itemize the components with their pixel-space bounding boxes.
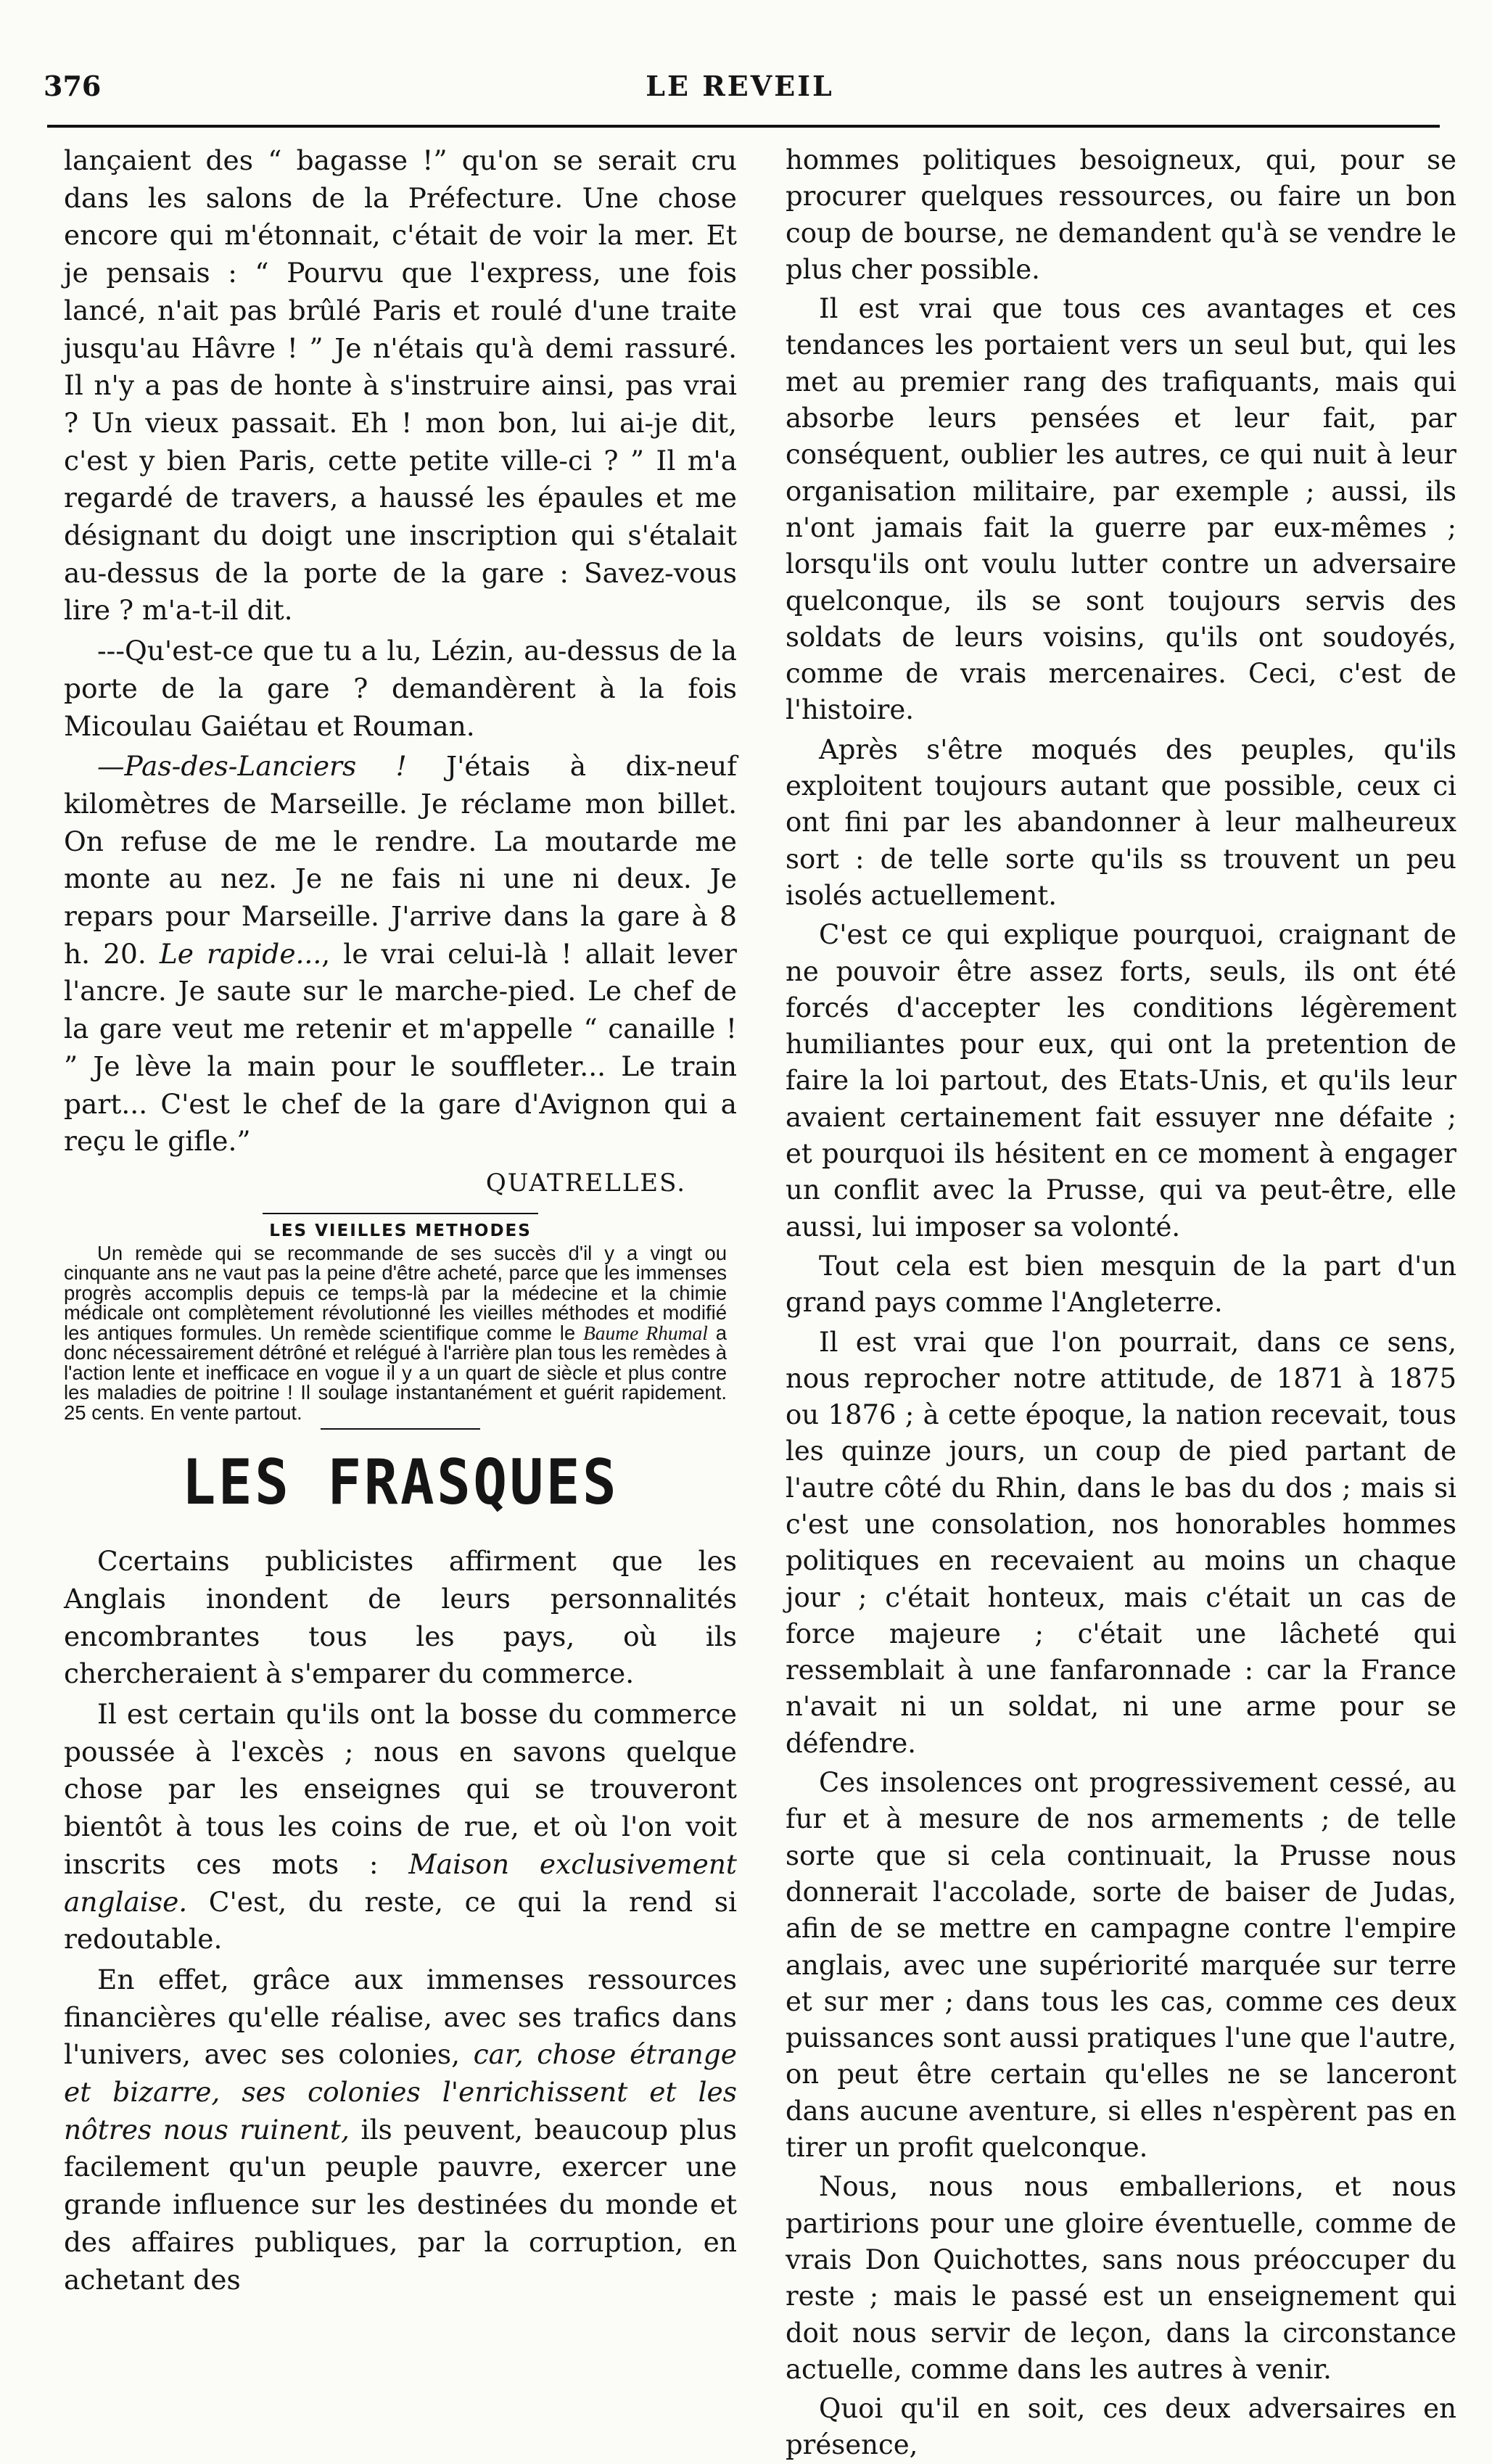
page-number: 376	[44, 70, 102, 102]
story-paragraph-1: lançaient des “ bagasse !” qu'on se serait cru dans les salons de la Préfecture. Une chose encore qui m'étonnait, c'était de voir la mer. Et je pensais : “ Pourvu que l'express, une fois lancé, n'ait pas brûlé Paris et roulé d'une traite jusqu'au Hâvre ! ” Je n'étais qu'à demi rassuré. Il n'y a pas de honte à s'instruire ainsi, pas vrai ? Un vieux passait. Eh ! mon bon, lui ai-je dit, c'est y bien Paris, cette petite ville-ci ? ” Il m'a regardé de travers, a haussé les épaules et me désignant du doigt une inscription qui s'étalait au-dessus de la porte de la gare : Savez-vous lire ? m'a-t-il dit.	[64, 144, 737, 627]
article-title: LES FRASQUES	[181, 1446, 619, 1520]
divider	[321, 1428, 480, 1430]
ad-body	[64, 1243, 737, 1423]
article-paragraph-3	[64, 1961, 737, 2299]
article-text: Il est certain qu'ils ont la bosse du commerce poussée à l'excès ; nous en savons quelque chose par les enseignes qui se trouveront bientôt à tous les coins de rue, et où l'on voit inscrits ces mots :	[64, 1698, 737, 1880]
article-paragraph: Il est vrai que tous ces avantages et ces tendances les portaient vers un seul but, qui les met au premier rang des trafiquants, mais qui absorbe leurs pensées et leur fait, par conséquent, oublier les autres, ce qui nuit à leur organisation militaire, par exemple ; aussi, ils n'ont jamais fait la guerre par eux-mêmes ; lorsqu'ils ont voulu lutter contre un adversaire quelconque, ils se sont toujours servis des soldats de leurs voisins, qu'ils ont soudoyés, comme de vrais mercenaires. Ceci, c'est de l'histoire.	[786, 293, 1456, 726]
article-paragraph: Tout cela est bien mesquin de la part d'un grand pays comme l'Angleterre.	[786, 1250, 1456, 1319]
left-column	[64, 142, 737, 2299]
divider	[263, 1213, 538, 1214]
reply-text-2: , le vrai celui-là ! allait lever l'ancre. Je saute sur le marche-pied. Le chef de la gare veut me retenir et m'appelle “ canaille ! ” Je lève la main pour le souffleter... Le train part... C'est le chef de la gare d'Avignon qui a reçu le gifle.”	[64, 937, 737, 1158]
story-paragraph-2: ---Qu'est-ce que tu a lu, Lézin, au-dessus de la porte de la gare ? demandèrent à la fois Micoulau Gaiétau et Rouman.	[64, 635, 737, 742]
article-paragraph-2	[64, 1696, 737, 1958]
signature: QUATRELLES.	[485, 1168, 686, 1198]
ad-title: LES VIEILLES METHODES	[269, 1221, 532, 1240]
article-italic: Maison exclusivement anglaise.	[64, 1847, 737, 1918]
article-paragraph: C'est ce qui explique pourquoi, craignant de ne pouvoir être assez forts, seuls, ils ont été forcés d'accepter les conditions légèrement humiliantes pour eux, qui ont la pretention de faire la loi partout, des Etats-Unis, et qu'ils leur avaient certainement fait essuyer nne défaite ; et pourquoi ils hésitent en ce moment à engager un conflit avec la Prusse, qui va peut-être, elle aussi, lui imposer sa volonté.	[786, 919, 1456, 1243]
story-reply	[64, 748, 737, 1161]
ad-text-1: Un remède qui se recommande de ses succès d'il y a vingt ou cinquante ans ne vaut pas la peine d'être acheté, parce que les immenses progrès accomplis depuis ce temps-là par la médecine et la chimie médicale ont complètement révolutionné les vieilles méthodes et modifié les antiques formules. Un remède scientifique comme le	[64, 1241, 727, 1344]
article-text: En effet, grâce aux immenses ressources financières qu'elle réalise, avec ses trafics dans l'univers, avec ses colonies,	[64, 1963, 737, 2071]
article-italic: car, chose étrange et bizarre, ses colonies l'enrichissent et les nôtres nous ruinent,	[64, 2038, 737, 2146]
ad-product-name: Baume Rhumal	[582, 1321, 708, 1344]
reply-italic-mid: Le rapide...	[159, 937, 322, 970]
article-paragraph: Il est vrai que l'on pourrait, dans ce sens, nous reprocher notre attitude, de 1871 à 1875 ou 1876 ; à cette époque, la nation recevait, tous les quinze jours, un coup de pied partant de l'autre côté du Rhin, dans le bas du dos ; mais si c'est une consolation, nos honorables hommes politiques en recevaient au moins un chaque jour ; c'était honteux, mais c'était un cas de force majeure ; c'était une lâcheté qui ressemblait à une fanfaronnade : car la France n'avait ni un soldat, ni une arme pour se défendre.	[786, 1326, 1456, 1759]
article-paragraph-1: Ccertains publicistes affirment que les Anglais inondent de leurs personnalités encombrantes tous les pays, où ils chercheraient à s'emparer du commerce.	[64, 1545, 737, 1690]
page-header	[44, 70, 1436, 113]
article-paragraph: hommes politiques besoigneux, qui, pour se procurer quelques ressources, ou faire un bon coup de bourse, ne demandent qu'à se vendre le plus cher possible.	[786, 144, 1456, 285]
reply-italic-lead: —Pas-des-Lanciers !	[97, 750, 407, 783]
journal-title: LE REVEIL	[646, 70, 834, 102]
header-rule	[47, 125, 1440, 128]
article-text: C'est, du reste, ce qui la rend si redoutable.	[64, 1885, 737, 1956]
article-paragraph: Après s'être moqués des peuples, qu'ils exploitent toujours autant que possible, ceux ci ont fini par les abandonner à leur malheureux sort : de telle sorte qu'ils ss trouvent un peu isolés actuellement.	[786, 733, 1456, 911]
article-paragraph: Quoi qu'il en soit, ces deux adversaires en présence,	[786, 2393, 1456, 2461]
article-text: ils peuvent, beaucoup plus facilement qu'un peuple pauvre, exercer une grande influence sur les destinées du monde et des affaires publiques, par la corruption, en achetant des	[64, 2113, 737, 2296]
reply-text-1: J'étais à dix-neuf kilomètres de Marseille. Je réclame mon billet. On refuse de me le rendre. La moutarde me monte au nez. Je ne fais ni une ni deux. Je repars pour Marseille. J'arrive dans la gare à 8 h. 20.	[64, 750, 737, 970]
article-paragraph: Ces insolences ont progressivement cessé, au fur et à mesure de nos armements ; de telle sorte que si cela continuait, la Prusse nous donnerait l'accolade, sorte de baiser de Judas, afin de se mettre en campagne contre l'empire anglais, avec une supériorité marquée sur terre et sur mer ; dans tous les cas, comme ces deux puissances sont aussi pratiques l'une que l'autre, on peut être certain qu'elles ne se lanceront dans aucune aventure, si elles n'espèrent pas en tirer un profit quelconque.	[786, 1767, 1456, 2164]
right-column	[786, 142, 1456, 2464]
article-paragraph: Nous, nous nous emballerions, et nous partirions pour une gloire éventuelle, comme de vrais Don Quichottes, sans nous préoccuper du reste ; mais le passé est un enseignement qui doit nous servir de leçon, dans la circonstance actuelle, comme dans les autres à venir.	[786, 2171, 1456, 2385]
ad-text-2: a donc nécessairement détrôné et relégué à l'arrière plan tous les remèdes à l'action lente et inefficace en vogue il y a un quart de siècle et plus contre les maladies de poitrine ! Il soulage instantanément et guérit rapidement. 25 cents. En vente partout.	[64, 1321, 727, 1424]
